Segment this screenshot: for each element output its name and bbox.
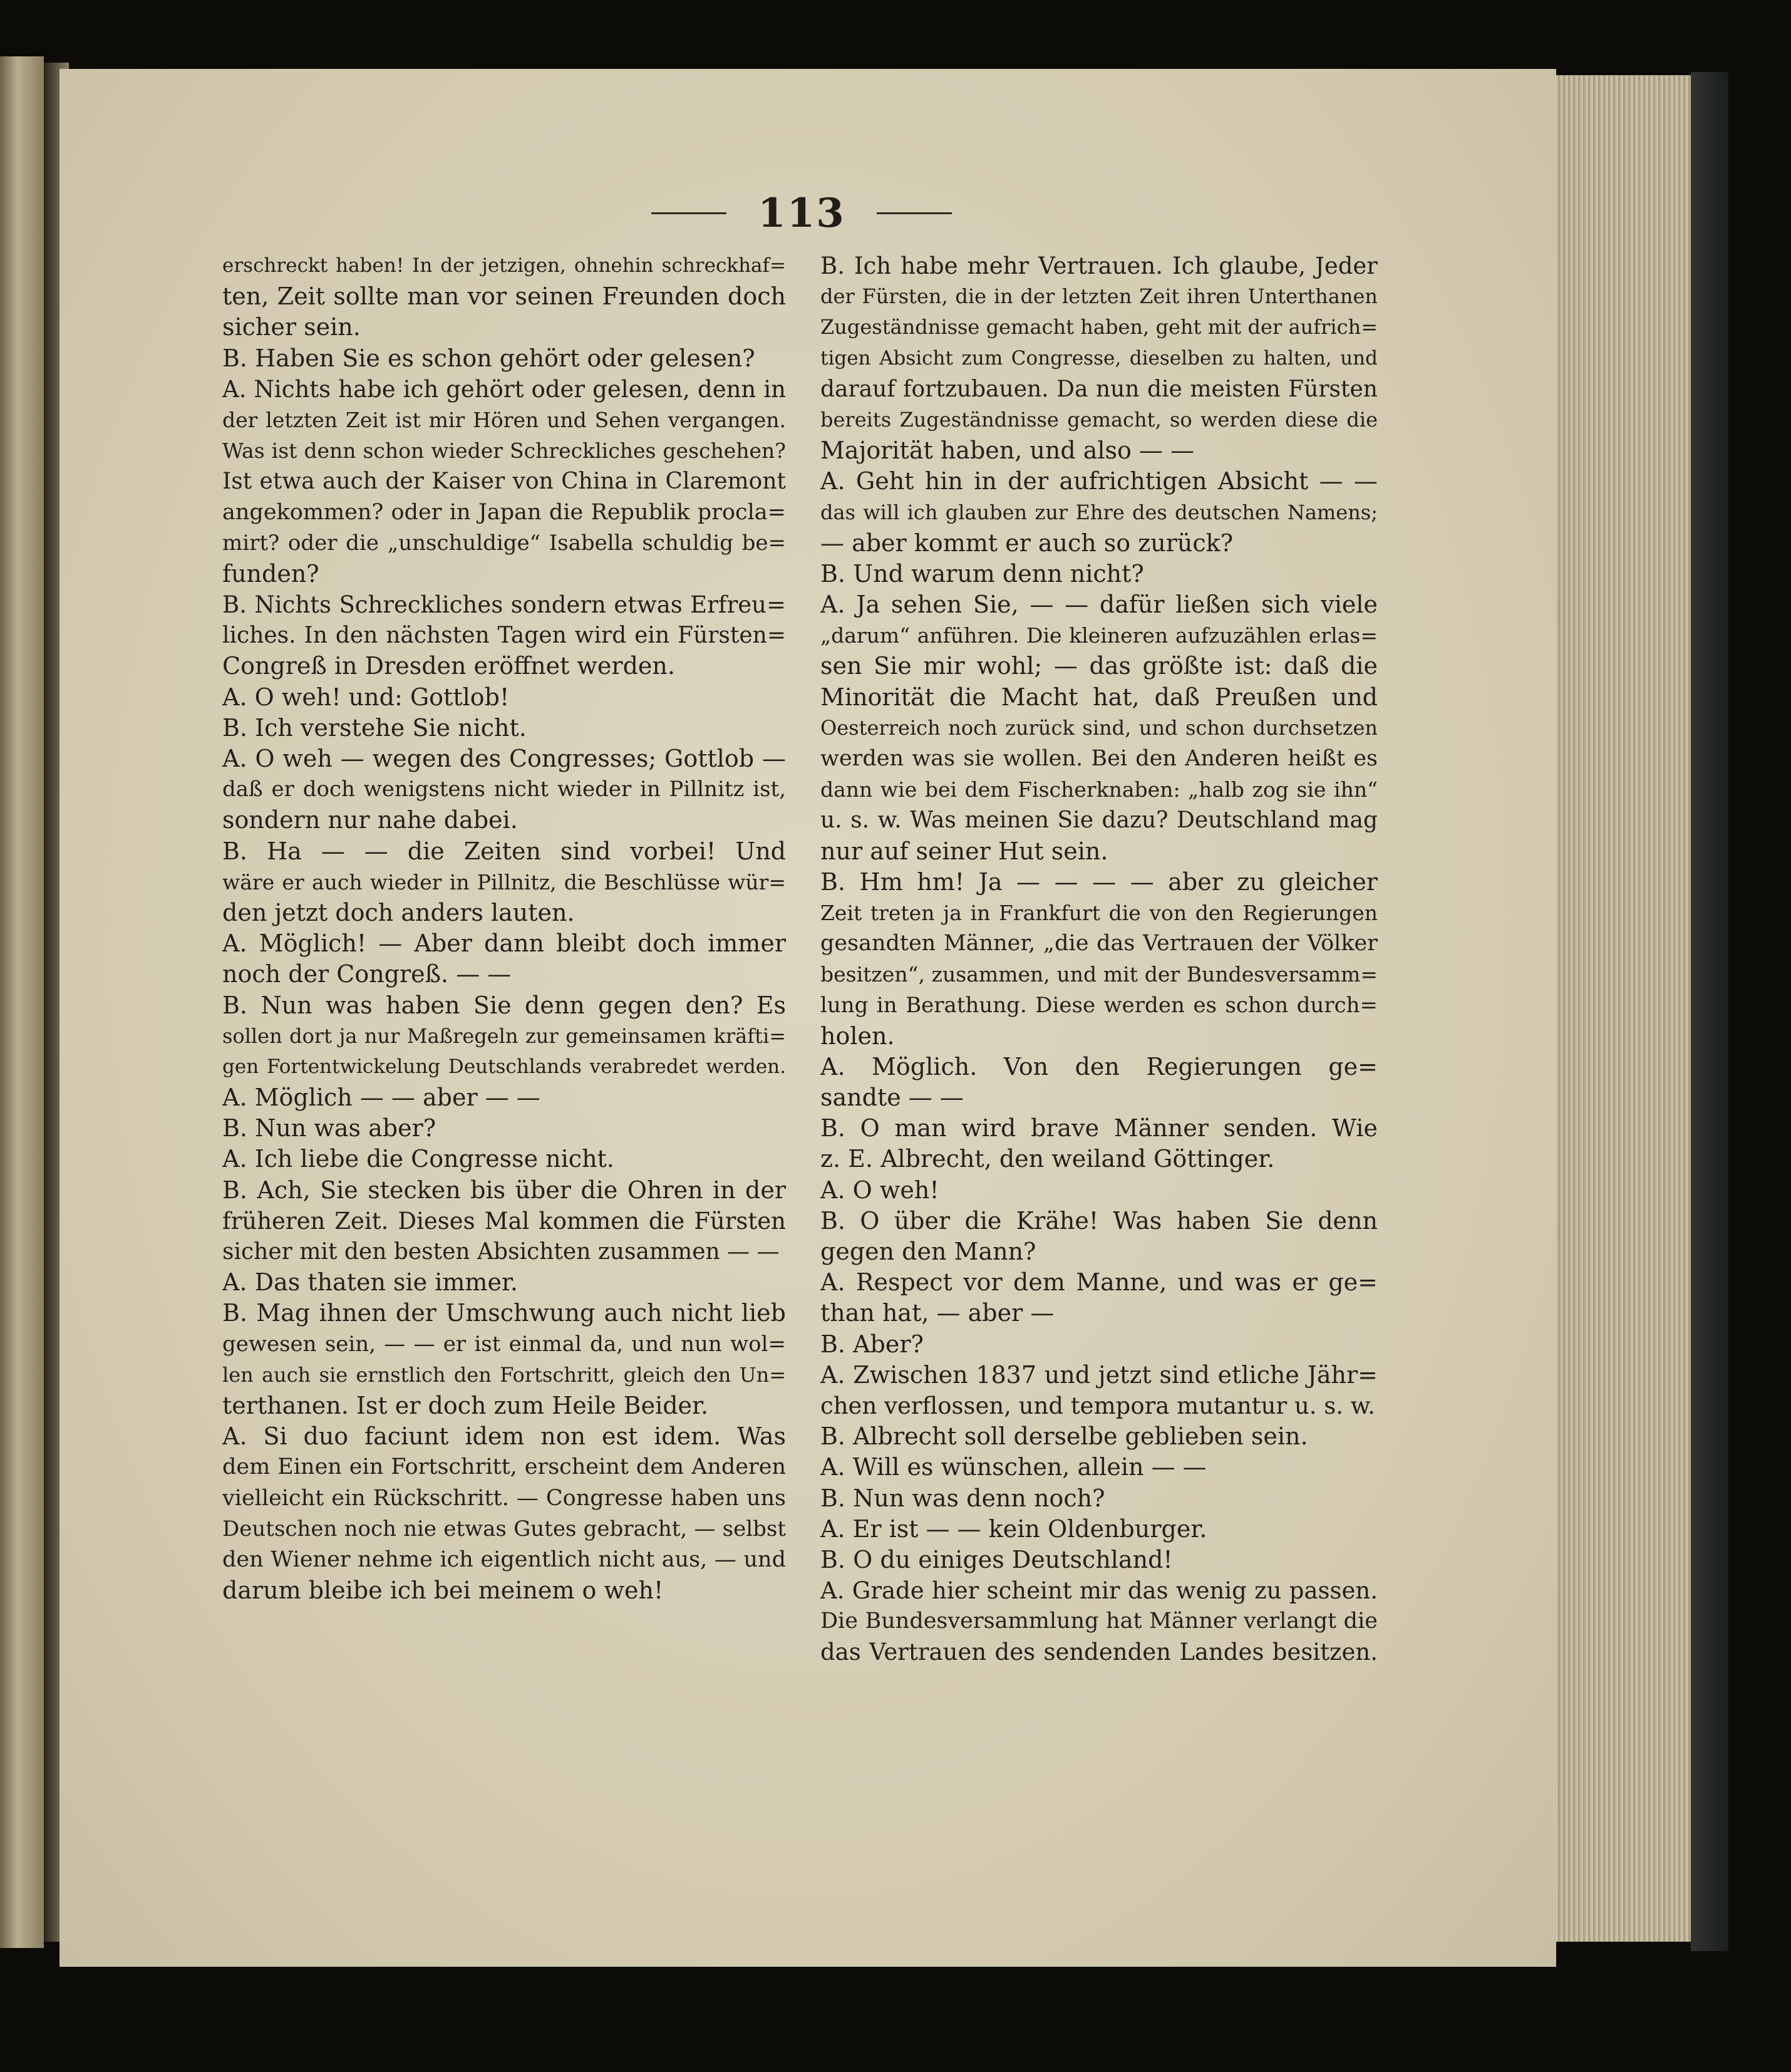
text-line: ten, Zeit sollte man vor seinen Freunden doch bbox=[222, 282, 786, 311]
text-line: terthanen. Ist er doch zum Heile Beider. bbox=[222, 1391, 709, 1419]
text-line: A. Ich liebe die Congresse nicht. bbox=[222, 1145, 614, 1173]
text-line: darum bleibe ich bei meinem o weh! bbox=[222, 1577, 664, 1605]
text-line: B. Mag ihnen der Umschwung auch nicht lieb bbox=[222, 1299, 786, 1327]
text-line: sicher sein. bbox=[222, 313, 361, 341]
text-line: B. Ach, Sie stecken bis über die Ohren in der bbox=[222, 1176, 786, 1204]
text-line: der letzten Zeit ist mir Hören und Sehen vergangen. bbox=[222, 407, 786, 432]
text-line: funden? bbox=[222, 559, 319, 588]
text-line: A. Respect vor dem Manne, und was er ge= bbox=[820, 1268, 1378, 1297]
text-line: B. O du einiges Deutschland! bbox=[820, 1545, 1173, 1573]
text-line: A. O weh! bbox=[820, 1176, 939, 1204]
text-line: den Wiener nehme ich eigentlich nicht aus, — und bbox=[222, 1546, 786, 1572]
text-line: Ist etwa auch der Kaiser von China in Claremont bbox=[222, 469, 786, 495]
text-line: sen Sie mir wohl; — das größte ist: daß die bbox=[820, 652, 1378, 680]
text-line: Zeit treten ja in Frankfurt die von den Regierungen bbox=[820, 900, 1378, 925]
text-line: B. Und warum denn nicht? bbox=[820, 559, 1144, 588]
text-line: A. Will es wünschen, allein — — bbox=[820, 1453, 1207, 1481]
text-line: den jetzt doch anders lauten. bbox=[222, 898, 575, 926]
header-rule-left bbox=[651, 212, 726, 214]
text-line: dem Einen ein Fortschritt, erscheint dem Anderen bbox=[222, 1454, 786, 1480]
text-line: A. O weh! und: Gottlob! bbox=[222, 683, 510, 711]
text-line: len auch sie ernstlich den Fortschritt, gleich den Un= bbox=[222, 1362, 786, 1387]
text-line: u. s. w. Was meinen Sie dazu? Deutschland mag bbox=[820, 807, 1378, 834]
book-cover-edge bbox=[1691, 72, 1728, 1951]
text-line: nur auf seiner Hut sein. bbox=[820, 837, 1108, 865]
text-line: A. Möglich! — Aber dann bleibt doch immer bbox=[222, 930, 786, 958]
text-line: B. O über die Krähe! Was haben Sie denn bbox=[820, 1206, 1378, 1235]
text-line: der Fürsten, die in der letzten Zeit ihren Unterthanen bbox=[820, 284, 1378, 309]
text-line: — aber kommt er auch so zurück? bbox=[820, 529, 1234, 557]
text-line: vielleicht ein Rückschritt. — Congresse haben uns bbox=[222, 1485, 786, 1511]
text-line: sandte — — bbox=[820, 1084, 964, 1112]
text-line: früheren Zeit. Dieses Mal kommen die Fürsten bbox=[222, 1207, 786, 1235]
text-line: sondern nur nahe dabei. bbox=[222, 806, 518, 834]
text-line: dann wie bei dem Fischerknaben: „halb zog sie ihn“ bbox=[820, 777, 1378, 802]
text-line: erschreckt haben! In der jetzigen, ohnehin schreckhaf= bbox=[222, 254, 786, 277]
text-line: A. Nichts habe ich gehört oder gelesen, denn in bbox=[222, 375, 786, 403]
page-number: 113 bbox=[758, 189, 845, 237]
text-line: gewesen sein, — — er ist einmal da, und nun wol= bbox=[222, 1331, 786, 1357]
text-line: A. Grade hier scheint mir das wenig zu passen. bbox=[820, 1577, 1378, 1605]
text-line: B. Nun was haben Sie denn gegen den? Es bbox=[222, 991, 786, 1019]
text-line: daß er doch wenigstens nicht wieder in Pillnitz ist, bbox=[222, 777, 786, 802]
text-line: tigen Absicht zum Congresse, dieselben zu halten, und bbox=[820, 346, 1378, 370]
text-line: chen verflossen, und tempora mutantur u. s. w. bbox=[820, 1392, 1375, 1419]
text-line: A. Möglich — — aber — — bbox=[222, 1084, 540, 1112]
text-line: A. Möglich. Von den Regierungen ge= bbox=[820, 1052, 1378, 1080]
text-line: lung in Berathung. Diese werden es schon durch= bbox=[820, 992, 1378, 1018]
text-line: werden was sie wollen. Bei den Anderen heißt es bbox=[820, 746, 1378, 771]
text-line: B. O man wird brave Männer senden. Wie bbox=[820, 1114, 1378, 1142]
text-line: B. Albrecht soll derselbe geblieben sein. bbox=[820, 1422, 1308, 1451]
text-line: A. Geht hin in der aufrichtigen Absicht — — bbox=[820, 467, 1378, 495]
text-line: Deutschen noch nie etwas Gutes gebracht, — selbst bbox=[222, 1516, 786, 1541]
text-line: darauf fortzubauen. Da nun die meisten Fürsten bbox=[820, 376, 1378, 402]
text-line: angekommen? oder in Japan die Republik procla= bbox=[222, 499, 786, 525]
text-line: gen Fortentwickelung Deutschlands verabredet werden. bbox=[222, 1055, 786, 1078]
text-line: gegen den Mann? bbox=[820, 1238, 1036, 1265]
text-line: Zugeständnisse gemacht haben, geht mit der aufrich= bbox=[820, 315, 1378, 339]
text-line: sicher mit den besten Absichten zusammen — — bbox=[222, 1239, 780, 1265]
text-line: besitzen“, zusammen, und mit der Bundesversamm= bbox=[820, 962, 1378, 987]
text-line: A. Ja sehen Sie, — — dafür ließen sich viele bbox=[820, 591, 1378, 619]
text-line: wäre er auch wieder in Pillnitz, die Beschlüsse wür= bbox=[222, 869, 786, 894]
text-line: A. Das thaten sie immer. bbox=[222, 1268, 519, 1297]
facing-page-edge bbox=[0, 56, 44, 1948]
text-line: B. Aber? bbox=[820, 1330, 924, 1358]
text-line: B. Hm hm! Ja — — — — aber zu gleicher bbox=[820, 868, 1378, 896]
text-line: B. Nun was denn noch? bbox=[820, 1484, 1105, 1512]
text-line: B. Nichts Schreckliches sondern etwas Erfreu= bbox=[222, 591, 786, 619]
text-line: sollen dort ja nur Maßregeln zur gemeinsamen kräfti= bbox=[222, 1023, 786, 1048]
page-header bbox=[626, 188, 977, 238]
text-line: Congreß in Dresden eröffnet werden. bbox=[222, 652, 675, 680]
text-line: Minorität die Macht hat, daß Preußen und bbox=[820, 683, 1378, 711]
text-line: „darum“ anführen. Die kleineren aufzuzählen erlas= bbox=[820, 623, 1378, 648]
text-line: z. E. Albrecht, den weiland Göttinger. bbox=[820, 1145, 1275, 1173]
text-line: A. O weh — wegen des Congresses; Gottlob — bbox=[222, 745, 786, 772]
left-text-column bbox=[222, 251, 786, 1606]
text-line: holen. bbox=[820, 1022, 895, 1050]
text-line: B. Ich habe mehr Vertrauen. Ich glaube, Jeder bbox=[820, 252, 1378, 279]
text-line: Die Bundesversammlung hat Männer verlangt die bbox=[820, 1608, 1378, 1634]
text-line: A. Si duo faciunt idem non est idem. Was bbox=[222, 1422, 786, 1451]
text-line: than hat, — aber — bbox=[820, 1299, 1055, 1327]
text-line: A. Zwischen 1837 und jetzt sind etliche Jähr= bbox=[820, 1360, 1378, 1389]
text-line: bereits Zugeständnisse gemacht, so werden diese die bbox=[820, 407, 1378, 432]
text-line: Majorität haben, und also — — bbox=[820, 437, 1195, 465]
text-line: mirt? oder die „unschuldige“ Isabella schuldig be= bbox=[222, 530, 786, 556]
text-line: Was ist denn schon wieder Schreckliches geschehen? bbox=[222, 438, 786, 464]
text-line: das Vertrauen des sendenden Landes besitzen. bbox=[820, 1639, 1378, 1666]
text-line: B. Nun was aber? bbox=[222, 1114, 436, 1142]
right-text-column bbox=[820, 251, 1378, 1668]
text-line: Oesterreich noch zurück sind, und schon durchsetzen bbox=[820, 715, 1378, 740]
text-line: A. Er ist — — kein Oldenburger. bbox=[820, 1515, 1207, 1543]
text-line: B. Ich verstehe Sie nicht. bbox=[222, 713, 527, 742]
text-line: gesandten Männer, „die das Vertrauen der Völker bbox=[820, 931, 1378, 956]
text-line: das will ich glauben zur Ehre des deutschen Namens; bbox=[820, 500, 1378, 524]
text-line: liches. In den nächsten Tagen wird ein Fürsten= bbox=[222, 623, 786, 649]
header-rule-right bbox=[877, 212, 952, 214]
text-line: noch der Congreß. — — bbox=[222, 960, 512, 988]
text-line: B. Haben Sie es schon gehört oder gelesen? bbox=[222, 344, 755, 372]
text-line: B. Ha — — die Zeiten sind vorbei! Und bbox=[222, 837, 786, 865]
